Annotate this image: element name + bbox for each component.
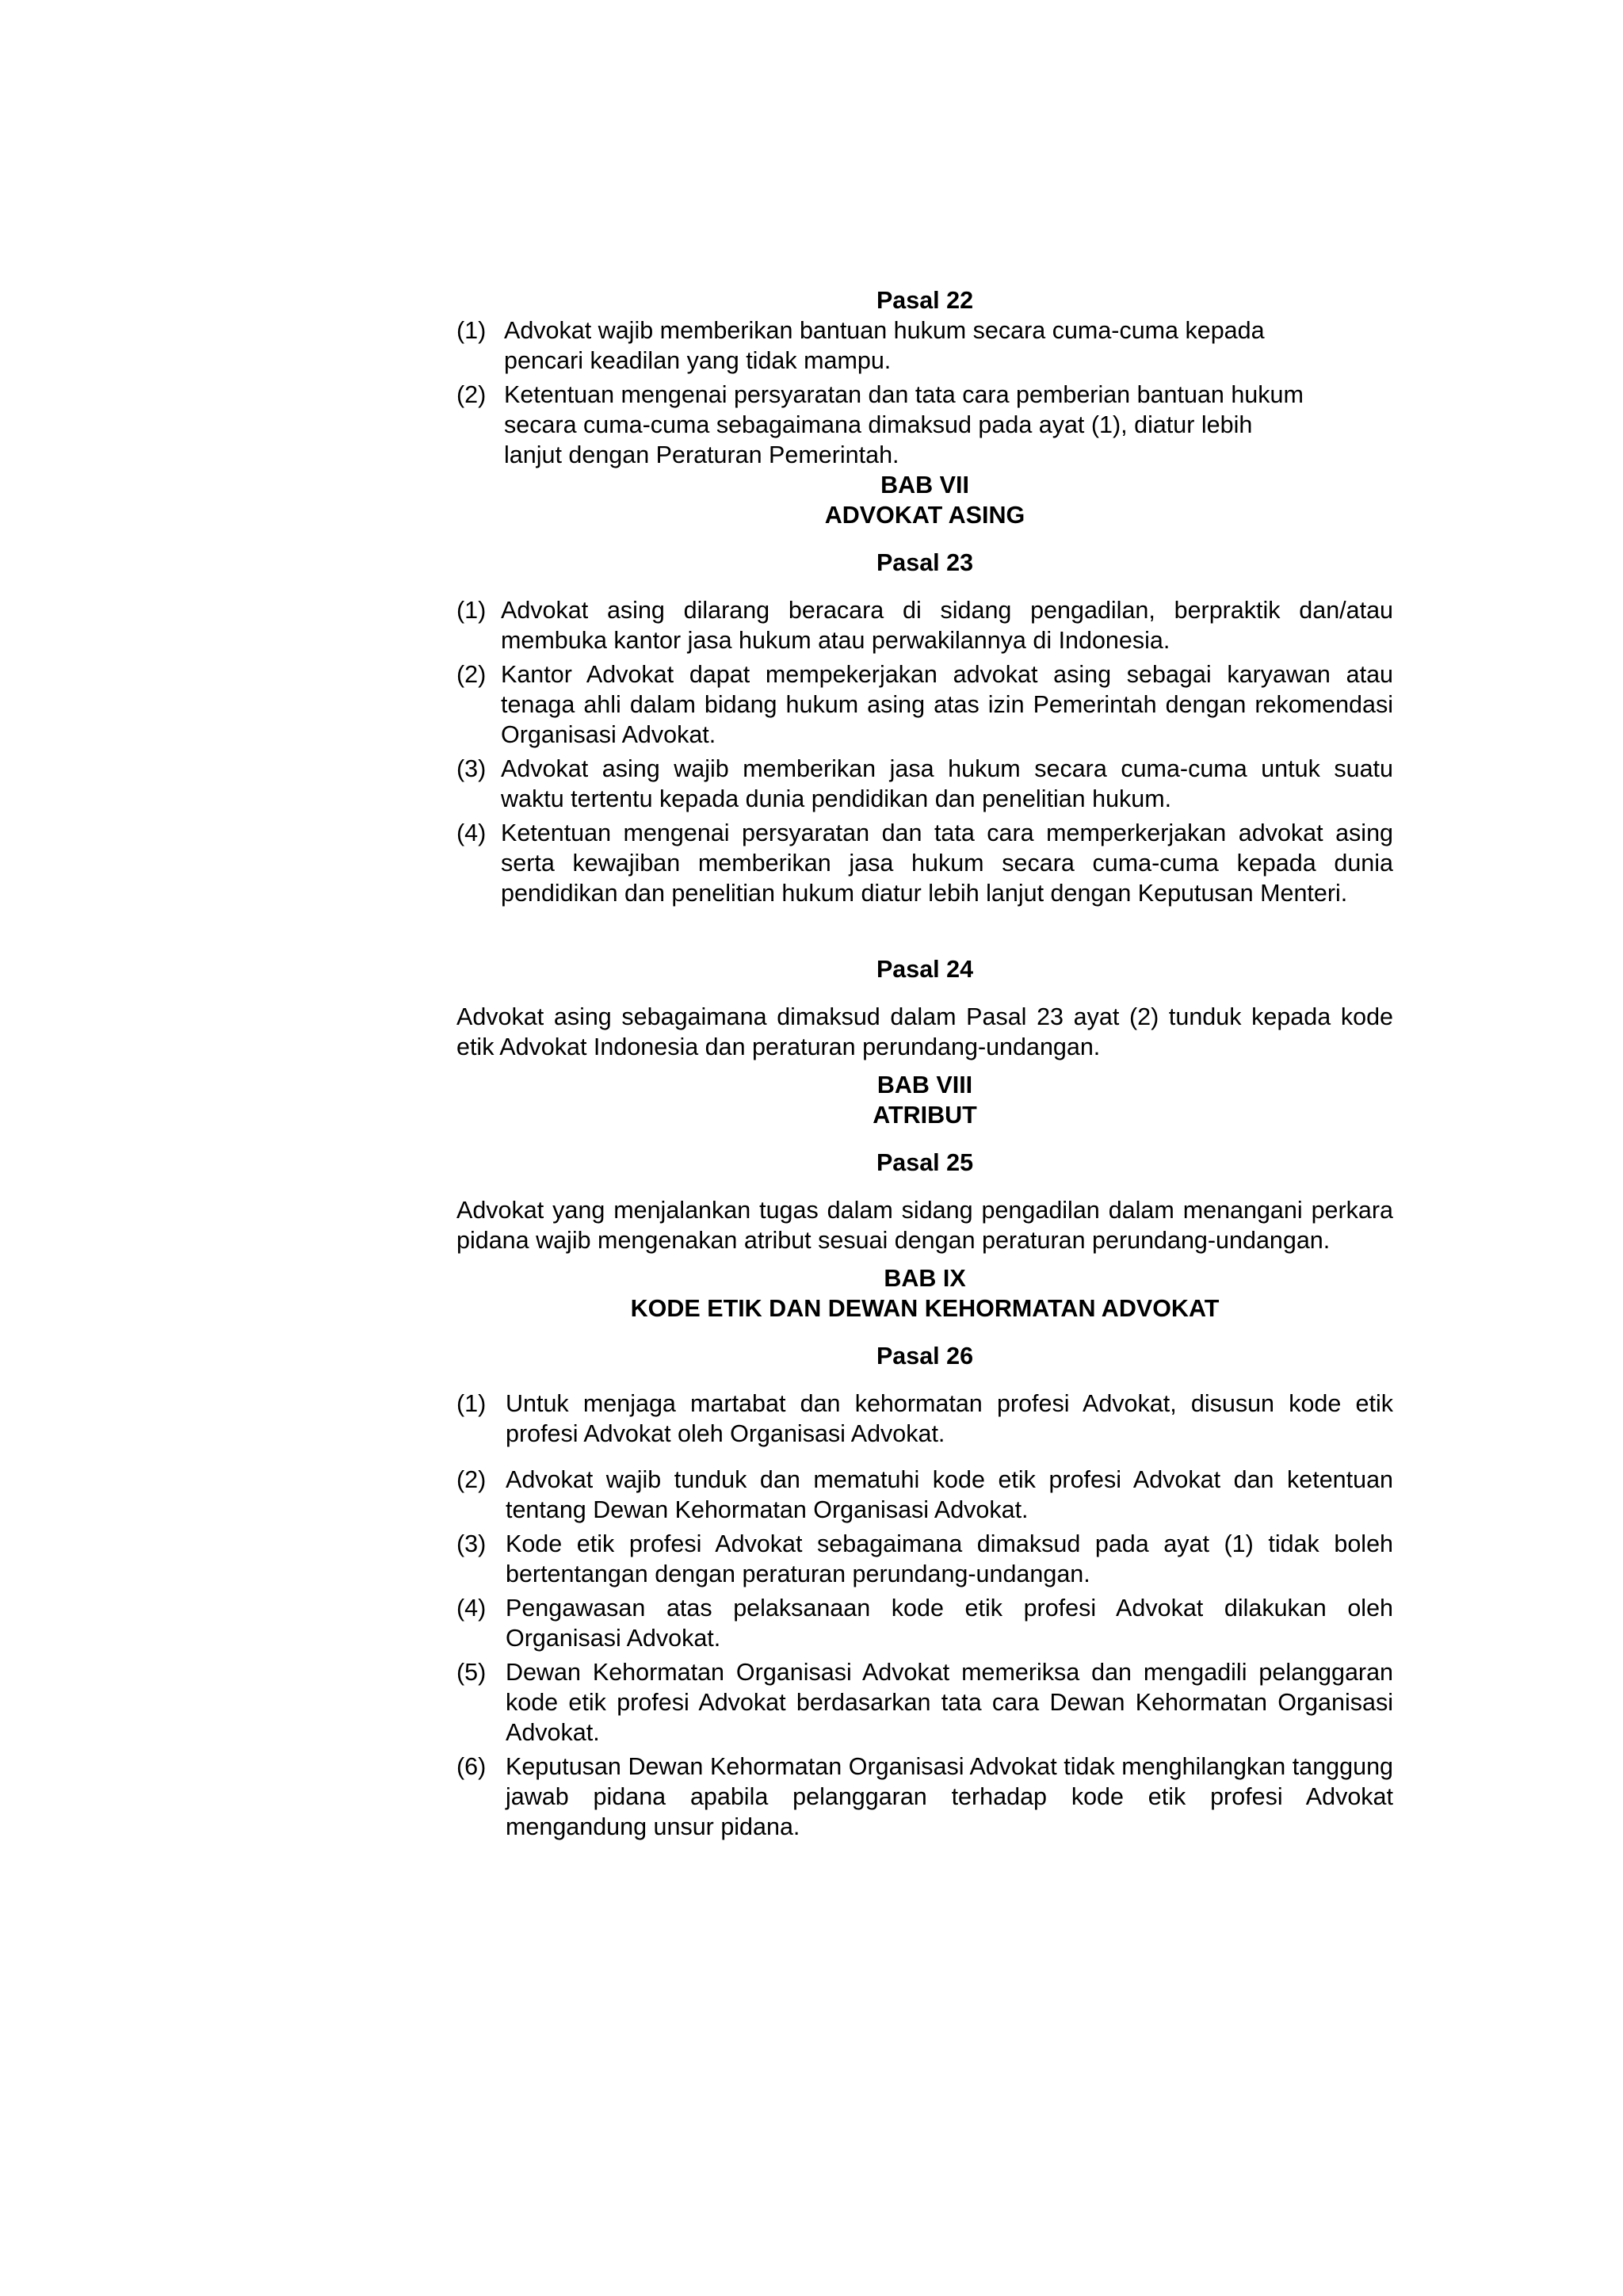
pasal-22-item-1 — [456, 315, 1393, 376]
item-line: lanjut dengan Peraturan Pemerintah. — [504, 441, 899, 468]
pasal-24-heading: Pasal 24 — [876, 956, 974, 983]
item-line: Ketentuan mengenai persyaratan dan tata cara pemberian bantuan hukum — [504, 381, 1304, 408]
item-line: Advokat wajib memberikan bantuan hukum secara cuma-cuma kepada — [504, 317, 1265, 344]
item-text: Pengawasan atas pelaksanaan kode etik profesi Advokat dilakukan oleh Organisasi Advokat. — [506, 1595, 1393, 1652]
pasal-23-item-4 — [456, 818, 1393, 908]
pasal-22-item-2 — [456, 380, 1393, 470]
bab-7-title: ADVOKAT ASING — [824, 502, 1025, 529]
pasal-26-item-3 — [456, 1529, 1393, 1589]
item-text: Dewan Kehormatan Organisasi Advokat memeriksa dan mengadili pelanggaran kode etik profesi Advokat berdasarkan tata cara Dewan Kehormatan Organisasi Advokat. — [506, 1659, 1393, 1746]
pasal-23-heading: Pasal 23 — [876, 549, 974, 576]
item-text: Keputusan Dewan Kehormatan Organisasi Advokat tidak menghilangkan tanggung jawab pidana apabila pelanggaran terhadap kode etik profesi Advokat mengandung unsur pidana. — [506, 1753, 1393, 1840]
pasal-23-item-1 — [456, 595, 1393, 655]
item-text: Untuk menjaga martabat dan kehormatan profesi Advokat, disusun kode etik profesi Advokat oleh Organisasi Advokat. — [506, 1390, 1393, 1447]
item-number: (4) — [456, 1595, 487, 1622]
pasal-22-heading: Pasal 22 — [876, 287, 974, 314]
pasal-26-heading: Pasal 26 — [876, 1343, 974, 1370]
pasal-25-text: Advokat yang menjalankan tugas dalam sidang pengadilan dalam menangani perkara pidana wajib mengenakan atribut sesuai dengan peraturan perundang-undangan. — [456, 1197, 1393, 1254]
item-number: (2) — [456, 1466, 487, 1493]
bab-8-title: ATRIBUT — [873, 1102, 977, 1129]
item-text: Advokat asing wajib memberikan jasa hukum secara cuma-cuma untuk suatu waktu tertentu kepada dunia pendidikan dan penelitian hukum. — [501, 755, 1393, 812]
bab-9-number: BAB IX — [884, 1265, 966, 1292]
item-line: secara cuma-cuma sebagaimana dimaksud pada ayat (1), diatur lebih — [504, 411, 1253, 438]
bab-9-title: KODE ETIK DAN DEWAN KEHORMATAN ADVOKAT — [630, 1295, 1220, 1322]
item-number: (4) — [456, 819, 487, 846]
item-number: (6) — [456, 1753, 487, 1780]
item-line: pencari keadilan yang tidak mampu. — [504, 347, 892, 374]
pasal-25-heading: Pasal 25 — [876, 1149, 974, 1176]
pasal-26-item-5 — [456, 1657, 1393, 1748]
item-text — [504, 315, 1393, 376]
pasal-23-item-3 — [456, 754, 1393, 814]
pasal-26-item-2 — [456, 1465, 1393, 1525]
item-number: (3) — [456, 1530, 487, 1557]
bab-8-number: BAB VIII — [876, 1072, 973, 1098]
item-text: Advokat asing dilarang beracara di sidang pengadilan, berpraktik dan/atau membuka kantor jasa hukum atau perwakilannya di Indonesia. — [501, 597, 1393, 654]
item-text: Advokat wajib tunduk dan mematuhi kode etik profesi Advokat dan ketentuan tentang Dewan Kehormatan Organisasi Advokat. — [506, 1466, 1393, 1523]
item-number: (1) — [456, 1390, 487, 1417]
item-text: Kode etik profesi Advokat sebagaimana dimaksud pada ayat (1) tidak boleh bertentangan dengan peraturan perundang-undangan. — [506, 1530, 1393, 1587]
document-page — [456, 285, 1393, 1842]
item-text: Kantor Advokat dapat mempekerjakan advokat asing sebagai karyawan atau tenaga ahli dalam bidang hukum asing atas izin Pemerintah dengan rekomendasi Organisasi Advokat. — [501, 661, 1393, 748]
pasal-23-item-2 — [456, 659, 1393, 750]
item-text — [504, 380, 1393, 470]
item-number: (3) — [456, 755, 487, 782]
pasal-26-item-1 — [456, 1389, 1393, 1449]
bab-7-number: BAB VII — [880, 472, 969, 499]
item-number: (1) — [456, 597, 487, 624]
pasal-26-item-6 — [456, 1752, 1393, 1842]
item-number: (2) — [456, 661, 487, 688]
item-text: Ketentuan mengenai persyaratan dan tata cara memperkerjakan advokat asing serta kewajiban memberikan jasa hukum secara cuma-cuma kepada dunia pendidikan dan penelitian hukum diatur lebih lanjut dengan Keputusan Menteri. — [501, 819, 1393, 907]
pasal-24-text: Advokat asing sebagaimana dimaksud dalam Pasal 23 ayat (2) tunduk kepada kode etik Advokat Indonesia dan peraturan perundang-undangan. — [456, 1003, 1393, 1060]
item-number: (2) — [456, 381, 487, 408]
item-number: (5) — [456, 1659, 487, 1686]
pasal-26-item-4 — [456, 1593, 1393, 1653]
item-number: (1) — [456, 317, 487, 344]
